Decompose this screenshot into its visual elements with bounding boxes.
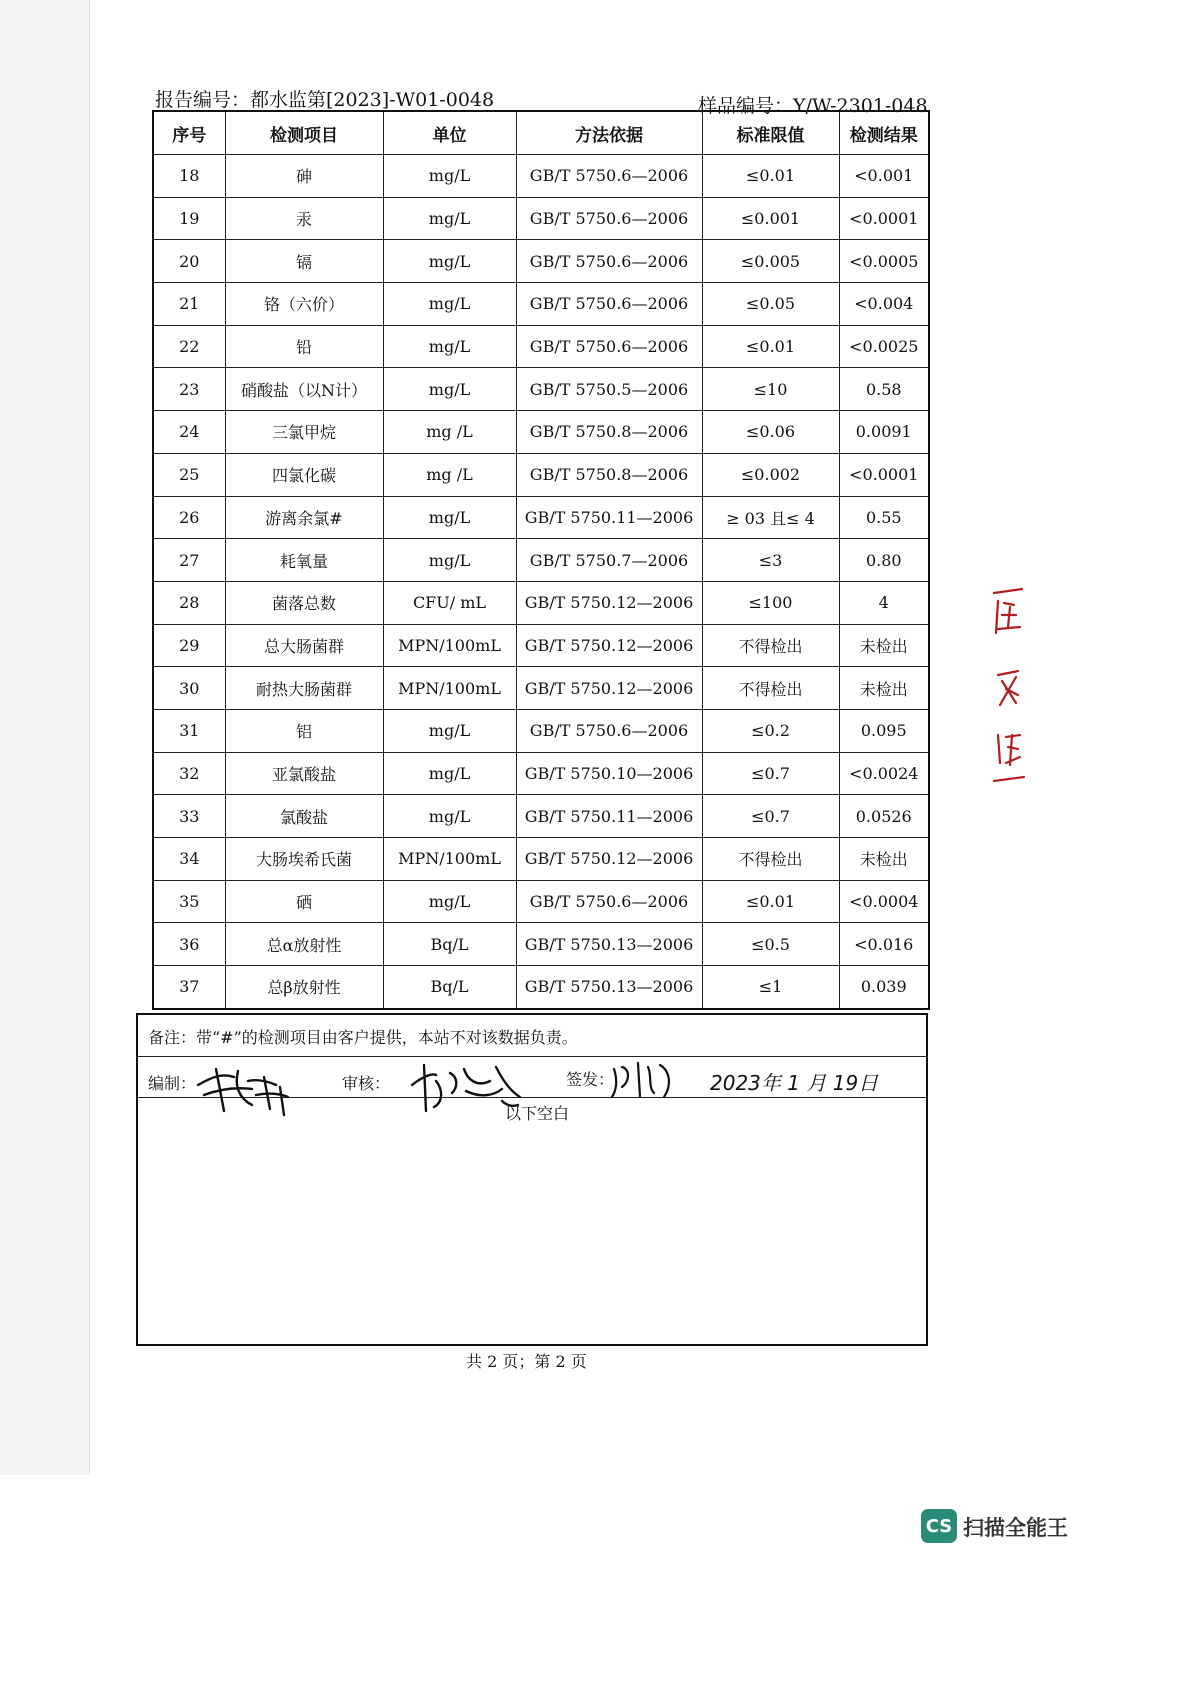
cell-method: GB/T 5750.6—2006 [516,325,702,368]
cell-seq: 24 [153,411,225,454]
col-header-item: 检测项目 [225,111,383,155]
table-row [153,325,929,368]
cell-item: 三氯甲烷 [225,411,383,454]
cell-limit: ≤0.005 [702,240,839,283]
table-row [153,795,929,838]
table-row [153,283,929,326]
cell-method: GB/T 5750.13—2006 [516,966,702,1009]
cell-result: <0.0001 [839,453,929,496]
cell-limit: ≤0.06 [702,411,839,454]
cell-item: 汞 [225,197,383,240]
table-row [153,581,929,624]
table-row [153,838,929,881]
table-row [153,240,929,283]
cell-seq: 36 [153,923,225,966]
cell-seq: 21 [153,283,225,326]
issuer-signature [608,1057,678,1101]
cell-seq: 28 [153,581,225,624]
cell-unit: MPN/100mL [383,838,516,881]
cell-seq: 20 [153,240,225,283]
cell-item: 硝酸盐（以N计） [225,368,383,411]
cell-method: GB/T 5750.10—2006 [516,752,702,795]
issue-date [710,1067,878,1096]
cell-seq: 19 [153,197,225,240]
table-row [153,752,929,795]
cell-result: 未检出 [839,667,929,710]
cell-method: GB/T 5750.12—2006 [516,838,702,881]
cell-result: 0.095 [839,709,929,752]
cell-limit: ≥ 03 且≤ 4 [702,496,839,539]
cell-limit: ≤1 [702,966,839,1009]
cell-unit: mg/L [383,155,516,198]
date-day-unit: 日 [858,1071,879,1095]
cell-unit: mg/L [383,752,516,795]
cell-seq: 35 [153,880,225,923]
cell-method: GB/T 5750.11—2006 [516,496,702,539]
cell-unit: Bq/L [383,966,516,1009]
table-row [153,966,929,1009]
cell-item: 硒 [225,880,383,923]
cell-seq: 27 [153,539,225,582]
page-footer: 共 2 页；第 2 页 [466,1352,587,1371]
cell-item: 砷 [225,155,383,198]
cell-result: 0.58 [839,368,929,411]
cell-method: GB/T 5750.6—2006 [516,240,702,283]
table-row [153,155,929,198]
cell-method: GB/T 5750.6—2006 [516,709,702,752]
cell-item: 耐热大肠菌群 [225,667,383,710]
col-header-seq: 序号 [153,111,225,155]
cell-limit: 不得检出 [702,667,839,710]
cell-item: 总大肠菌群 [225,624,383,667]
cell-seq: 23 [153,368,225,411]
cell-item: 耗氧量 [225,539,383,582]
red-seal-stamp [988,585,1028,785]
cell-seq: 31 [153,709,225,752]
cell-method: GB/T 5750.6—2006 [516,880,702,923]
cell-seq: 34 [153,838,225,881]
cell-result: <0.0005 [839,240,929,283]
cell-seq: 29 [153,624,225,667]
cell-item: 亚氯酸盐 [225,752,383,795]
table-row [153,880,929,923]
cell-result: <0.0024 [839,752,929,795]
cell-item: 铬（六价） [225,283,383,326]
cell-limit: ≤0.2 [702,709,839,752]
cell-result: 未检出 [839,624,929,667]
cell-seq: 30 [153,667,225,710]
table-row [153,667,929,710]
cell-seq: 22 [153,325,225,368]
results-table [152,110,930,1010]
cell-result: <0.0001 [839,197,929,240]
divider [138,1056,926,1057]
issuer-label: 签发： [566,1070,615,1089]
table-row [153,411,929,454]
remark-text: 备注：带“#”的检测项目由客户提供，本站不对该数据负责。 [148,1028,578,1047]
cell-seq: 18 [153,155,225,198]
cell-result: <0.0025 [839,325,929,368]
cell-method: GB/T 5750.6—2006 [516,283,702,326]
cell-item: 总β放射性 [225,966,383,1009]
cell-limit: ≤3 [702,539,839,582]
cell-limit: ≤10 [702,368,839,411]
cell-limit: ≤100 [702,581,839,624]
cell-seq: 32 [153,752,225,795]
cell-unit: mg/L [383,539,516,582]
cell-unit: MPN/100mL [383,624,516,667]
cell-limit: ≤0.7 [702,795,839,838]
cell-result: 0.0526 [839,795,929,838]
cell-limit: ≤0.5 [702,923,839,966]
cell-seq: 25 [153,453,225,496]
col-header-method: 方法依据 [516,111,702,155]
cell-unit: mg /L [383,453,516,496]
date-month-unit: 月 [806,1071,827,1095]
table-row [153,624,929,667]
reviewer-label: 审核： [342,1074,391,1093]
cell-method: GB/T 5750.12—2006 [516,581,702,624]
cell-unit: mg/L [383,283,516,326]
cell-limit: ≤0.001 [702,197,839,240]
cell-item: 氯酸盐 [225,795,383,838]
cell-result: <0.016 [839,923,929,966]
date-day: 19 [832,1071,859,1095]
scan-edge-line [89,0,90,1475]
cell-item: 镉 [225,240,383,283]
cell-seq: 37 [153,966,225,1009]
scanner-watermark [921,1508,1083,1546]
col-header-limit: 标准限值 [702,111,839,155]
compiler-label: 编制： [148,1074,197,1093]
cell-result: <0.0004 [839,880,929,923]
blank-below-text: 以下空白 [505,1104,570,1123]
table-header-row [153,111,929,155]
cell-unit: mg/L [383,325,516,368]
notes-section [136,1013,928,1346]
cell-unit: MPN/100mL [383,667,516,710]
cell-item: 铅 [225,325,383,368]
cell-item: 铝 [225,709,383,752]
compiler-signature [194,1059,294,1117]
cell-limit: ≤0.01 [702,155,839,198]
cell-unit: mg/L [383,709,516,752]
cell-method: GB/T 5750.5—2006 [516,368,702,411]
scanner-app-label: 扫描全能王 [963,1516,1068,1540]
cell-unit: mg/L [383,197,516,240]
col-header-result: 检测结果 [839,111,929,155]
cell-result: 未检出 [839,838,929,881]
table-row [153,923,929,966]
cell-unit: CFU/ mL [383,581,516,624]
cell-item: 总α放射性 [225,923,383,966]
cell-unit: mg/L [383,496,516,539]
cell-item: 四氯化碳 [225,453,383,496]
cell-method: GB/T 5750.11—2006 [516,795,702,838]
cell-result: 0.55 [839,496,929,539]
cell-limit: ≤0.01 [702,325,839,368]
scan-edge-shadow [0,0,90,1475]
table-row [153,197,929,240]
cell-unit: mg /L [383,411,516,454]
cell-seq: 33 [153,795,225,838]
cell-result: 0.80 [839,539,929,582]
cell-method: GB/T 5750.7—2006 [516,539,702,582]
cell-result: <0.004 [839,283,929,326]
date-year-unit: 年 [760,1071,781,1095]
cell-unit: mg/L [383,795,516,838]
date-month: 1 [787,1071,800,1095]
table-row [153,368,929,411]
cell-result: 0.039 [839,966,929,1009]
cell-limit: ≤0.01 [702,880,839,923]
cell-result: <0.001 [839,155,929,198]
cell-limit: ≤0.7 [702,752,839,795]
col-header-unit: 单位 [383,111,516,155]
cell-result: 0.0091 [839,411,929,454]
cell-method: GB/T 5750.13—2006 [516,923,702,966]
cell-item: 游离余氯# [225,496,383,539]
cell-method: GB/T 5750.6—2006 [516,155,702,198]
cell-limit: ≤0.002 [702,453,839,496]
cell-seq: 26 [153,496,225,539]
cell-limit: 不得检出 [702,838,839,881]
table-row [153,496,929,539]
cell-unit: mg/L [383,880,516,923]
table-row [153,539,929,582]
cell-item: 大肠埃希氏菌 [225,838,383,881]
cell-unit: Bq/L [383,923,516,966]
cell-unit: mg/L [383,368,516,411]
date-year: 2023 [710,1071,761,1095]
camscanner-logo-icon: CS [921,1509,957,1543]
cell-unit: mg/L [383,240,516,283]
table-row [153,453,929,496]
cell-result: 4 [839,581,929,624]
cell-limit: ≤0.05 [702,283,839,326]
sample-number: 样品编号：Y/W-2301-048 [698,95,928,117]
cell-method: GB/T 5750.8—2006 [516,453,702,496]
cell-limit: 不得检出 [702,624,839,667]
cell-item: 菌落总数 [225,581,383,624]
cell-method: GB/T 5750.12—2006 [516,624,702,667]
table-row [153,709,929,752]
cell-method: GB/T 5750.8—2006 [516,411,702,454]
cell-method: GB/T 5750.12—2006 [516,667,702,710]
cell-method: GB/T 5750.6—2006 [516,197,702,240]
report-number: 报告编号：都水监第[2023]-W01-0048 [155,89,495,111]
